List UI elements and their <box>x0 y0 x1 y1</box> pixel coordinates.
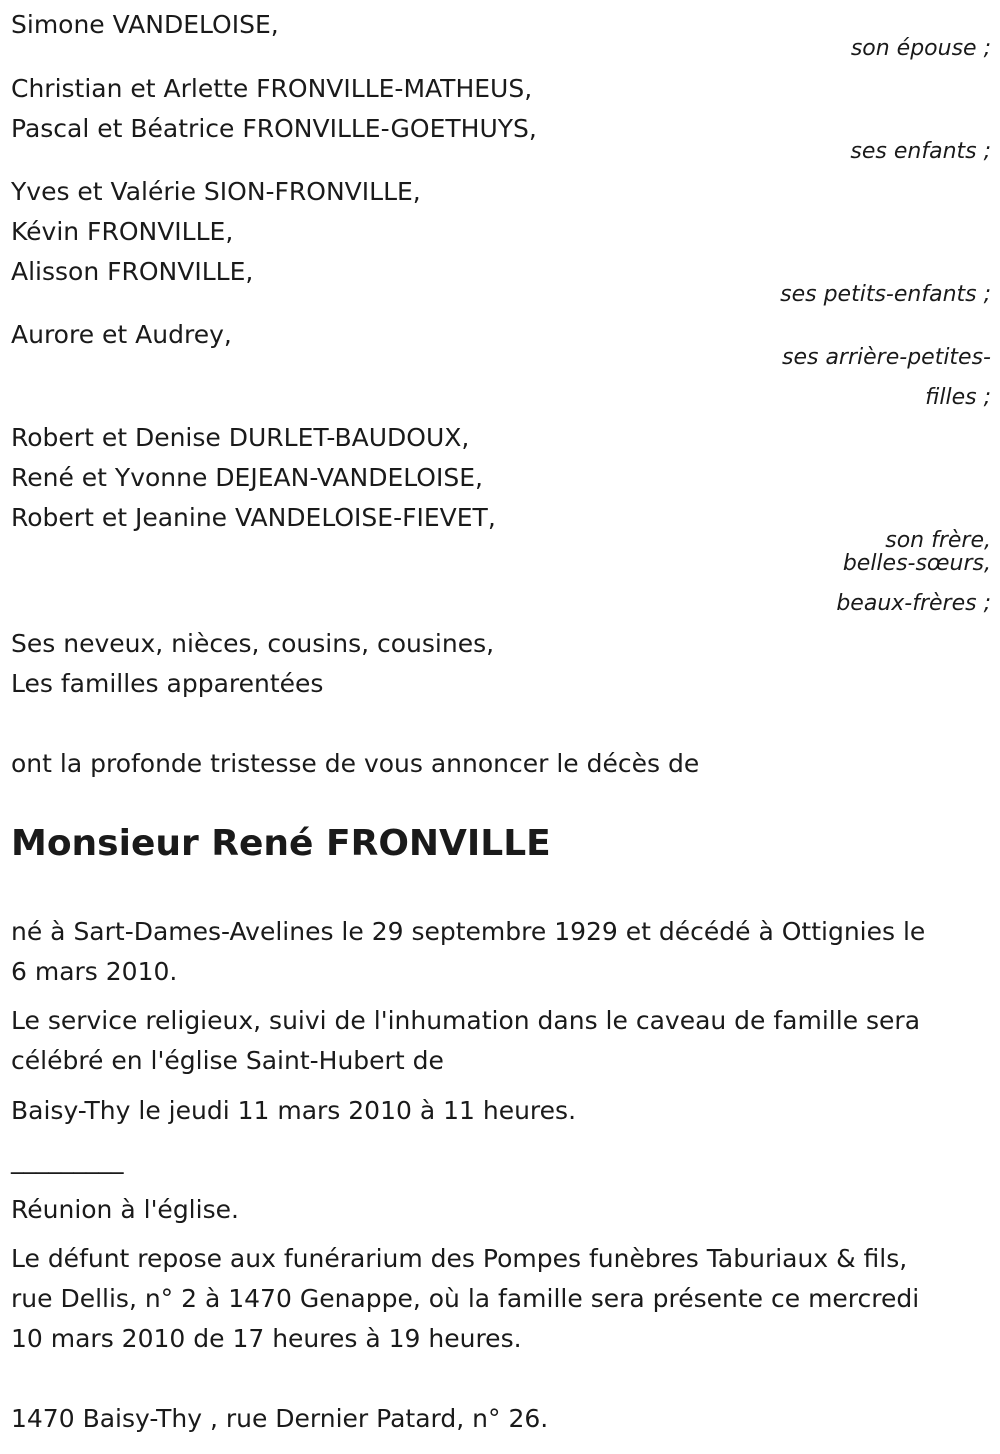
children-role: ses enfants ; <box>850 139 991 164</box>
deceased-name: Monsieur René FRONVILLE <box>11 823 551 864</box>
grandchild-name: Kévin FRONVILLE, <box>11 217 234 246</box>
great-grandchildren-role-line1: ses arrière-petites- <box>782 345 991 370</box>
child-name: Christian et Arlette FRONVILLE-MATHEUS, <box>11 74 533 103</box>
spouse-role: son épouse ; <box>850 36 991 61</box>
grandchild-name: Alisson FRONVILLE, <box>11 257 254 286</box>
birth-death-line: 6 mars 2010. <box>11 957 178 986</box>
family-address: 1470 Baisy-Thy , rue Dernier Patard, n° 26. <box>11 1404 549 1433</box>
great-grandchildren-role-line2: filles ; <box>925 385 991 410</box>
birth-death-line: né à Sart-Dames-Avelines le 29 septembre 1929 et décédé à Ottignies le <box>11 917 926 946</box>
sibling-name: Robert et Jeanine VANDELOISE-FIEVET, <box>11 503 496 532</box>
separator-line: _________ <box>11 1145 124 1174</box>
service-line: Le service religieux, suivi de l'inhumation dans le caveau de famille sera <box>11 1006 921 1035</box>
great-grandchildren-names: Aurore et Audrey, <box>11 320 232 349</box>
siblings-role-line3: beaux-frères ; <box>836 591 991 616</box>
service-line: célébré en l'église Saint-Hubert de <box>11 1046 444 1075</box>
grandchildren-role: ses petits-enfants ; <box>780 282 991 307</box>
meeting-note: Réunion à l'église. <box>11 1195 239 1224</box>
sibling-name: René et Yvonne DEJEAN-VANDELOISE, <box>11 463 483 492</box>
spouse-name: Simone VANDELOISE, <box>11 10 279 39</box>
siblings-role-line1: son frère, <box>885 528 991 553</box>
announcement-intro: ont la profonde tristesse de vous annoncer le décès de <box>11 749 700 778</box>
relatives-line: Les familles apparentées <box>11 669 324 698</box>
child-name: Pascal et Béatrice FRONVILLE-GOETHUYS, <box>11 114 537 143</box>
funeral-home-line: 10 mars 2010 de 17 heures à 19 heures. <box>11 1324 522 1353</box>
service-line: Baisy-Thy le jeudi 11 mars 2010 à 11 heures. <box>11 1096 577 1125</box>
siblings-role-line2: belles-sœurs, <box>842 551 991 576</box>
funeral-home-line: rue Dellis, n° 2 à 1470 Genappe, où la famille sera présente ce mercredi <box>11 1284 920 1313</box>
grandchild-name: Yves et Valérie SION-FRONVILLE, <box>11 177 421 206</box>
funeral-home-line: Le défunt repose aux funérarium des Pompes funèbres Taburiaux & fils, <box>11 1244 908 1273</box>
sibling-name: Robert et Denise DURLET-BAUDOUX, <box>11 423 470 452</box>
relatives-line: Ses neveux, nièces, cousins, cousines, <box>11 629 495 658</box>
